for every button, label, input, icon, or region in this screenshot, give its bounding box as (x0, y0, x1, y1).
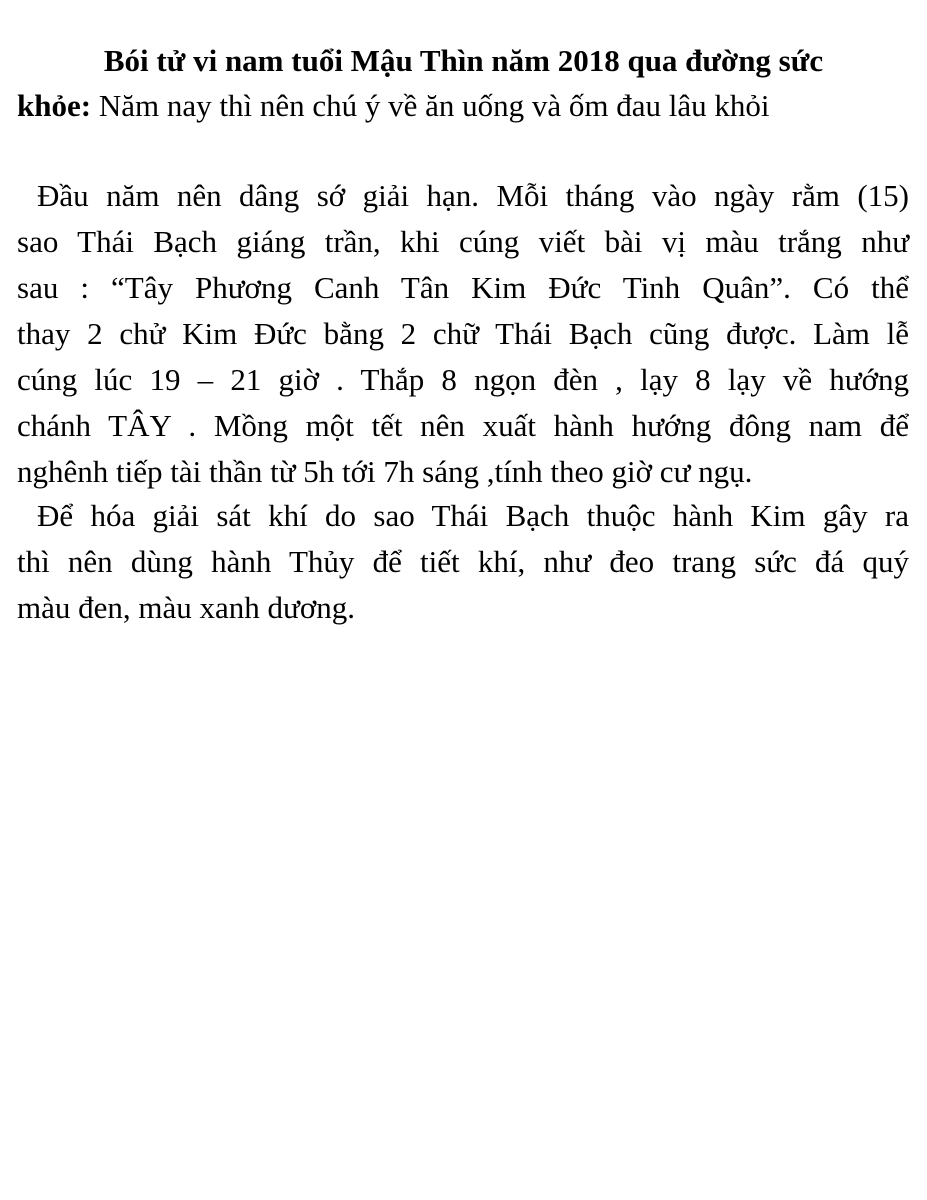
paragraph1-line-4: thay 2 chử Kim Đức bằng 2 chữ Thái Bạch cũng được. Làm lễ (17, 316, 909, 351)
heading-summary: Năm nay thì nên chú ý về ăn uống và ốm đau lâu khỏi (91, 88, 770, 123)
paragraph1-line-3: sau : “Tây Phương Canh Tân Kim Đức Tinh Quân”. Có thể (17, 270, 909, 305)
paragraph1-line-5: cúng lúc 19 – 21 giờ . Thắp 8 ngọn đèn , lạy 8 lạy về hướng (17, 362, 909, 397)
heading-title-line: Bói tử vi nam tuổi Mậu Thìn năm 2018 qua đường sức (103, 43, 824, 78)
paragraph1-line-6: chánh TÂY . Mồng một tết nên xuất hành hướng đông nam để (17, 408, 909, 443)
paragraph2-line-2: thì nên dùng hành Thủy để tiết khí, như đeo trang sức đá quý (17, 544, 909, 579)
paragraph1-line-7: nghênh tiếp tài thần từ 5h tới 7h sáng ,tính theo giờ cư ngụ. (17, 454, 753, 489)
heading-summary-line (0, 83, 927, 129)
heading-label: khỏe: (17, 88, 92, 123)
paragraph1-line-1: Đầu năm nên dâng sớ giải hạn. Mỗi tháng vào ngày rằm (15) (37, 178, 909, 213)
paragraph1-line-2: sao Thái Bạch giáng trần, khi cúng viết bài vị màu trắng như (17, 224, 909, 259)
paragraph2-line-3: màu đen, màu xanh dương. (17, 590, 355, 625)
paragraph2-line-1: Để hóa giải sát khí do sao Thái Bạch thuộc hành Kim gây ra (37, 498, 909, 533)
